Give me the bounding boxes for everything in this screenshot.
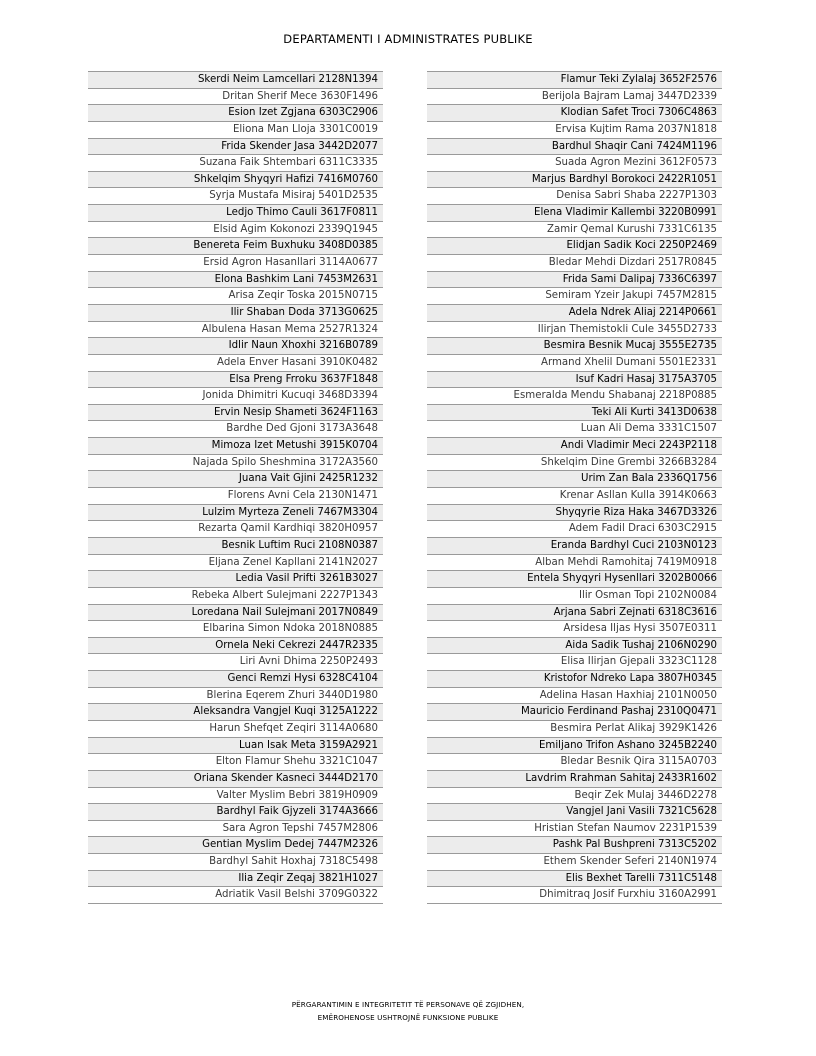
list-item: Oriana Skender Kasneci 3444D2170: [88, 771, 383, 788]
list-item: Arsidesa Iljas Hysi 3507E0311: [427, 621, 722, 638]
list-item: Armand Xhelil Dumani 5501E2331: [427, 355, 722, 372]
list-item: Lavdrim Rrahman Sahitaj 2433R1602: [427, 771, 722, 788]
list-item: Bledar Mehdi Dizdari 2517R0845: [427, 255, 722, 272]
list-item: Harun Shefqet Zeqiri 3114A0680: [88, 721, 383, 738]
list-item: Besnik Luftim Ruci 2108N0387: [88, 538, 383, 555]
list-item: Benereta Feim Buxhuku 3408D0385: [88, 238, 383, 255]
list-item: Rebeka Albert Sulejmani 2227P1343: [88, 588, 383, 605]
list-item: Ervin Nesip Shameti 3624F1163: [88, 405, 383, 422]
list-item: Dritan Sherif Mece 3630F1496: [88, 89, 383, 106]
list-item: Ilir Osman Topi 2102N0084: [427, 588, 722, 605]
list-item: Andi Vladimir Meci 2243P2118: [427, 438, 722, 455]
list-item: Mimoza Izet Metushi 3915K0704: [88, 438, 383, 455]
list-item: Ilir Shaban Doda 3713G0625: [88, 305, 383, 322]
list-item: Frida Sami Dalipaj 7336C6397: [427, 272, 722, 289]
list-item: Urim Zan Bala 2336Q1756: [427, 471, 722, 488]
footer-line-1: PËRGARANTIMIN E INTEGRITETIT TË PERSONAVE QË ZGJIDHEN,: [291, 1000, 525, 1009]
list-item: Genci Remzi Hysi 6328C4104: [88, 671, 383, 688]
list-item: Elsid Agim Kokonozi 2339Q1945: [88, 222, 383, 239]
page-title: DEPARTAMENTI I ADMINISTRATES PUBLIKE: [283, 32, 533, 46]
list-item: Jonida Dhimitri Kucuqi 3468D3394: [88, 388, 383, 405]
list-item: Ilirjan Themistokli Cule 3455D2733: [427, 322, 722, 339]
list-item: Elis Bexhet Tarelli 7311C5148: [427, 871, 722, 888]
list-item: Dhimitraq Josif Furxhiu 3160A2991: [427, 887, 722, 904]
left-name-list: [88, 71, 383, 904]
list-item: Shyqyrie Riza Haka 3467D3326: [427, 505, 722, 522]
list-item: Elbarina Simon Ndoka 2018N0885: [88, 621, 383, 638]
list-item: Frida Skender Jasa 3442D2077: [88, 139, 383, 156]
list-item: Suada Agron Mezini 3612F0573: [427, 155, 722, 172]
list-item: Shkelqim Dine Grembi 3266B3284: [427, 455, 722, 472]
list-item: Hristian Stefan Naumov 2231P1539: [427, 821, 722, 838]
list-item: Kristofor Ndreko Lapa 3807H0345: [427, 671, 722, 688]
list-item: Skerdi Neim Lamcellari 2128N1394: [88, 72, 383, 89]
list-item: Ersid Agron Hasanllari 3114A0677: [88, 255, 383, 272]
list-item: Suzana Faik Shtembari 6311C3335: [88, 155, 383, 172]
list-item: Besmira Besnik Mucaj 3555E2735: [427, 338, 722, 355]
list-item: Ornela Neki Cekrezi 2447R2335: [88, 638, 383, 655]
list-item: Alban Mehdi Ramohitaj 7419M0918: [427, 555, 722, 572]
list-item: Luan Isak Meta 3159A2921: [88, 738, 383, 755]
list-item: Adelina Hasan Haxhiaj 2101N0050: [427, 688, 722, 705]
list-item: Ilia Zeqir Zeqaj 3821H1027: [88, 871, 383, 888]
list-item: Emiljano Trifon Ashano 3245B2240: [427, 738, 722, 755]
list-item: Eljana Zenel Kapllani 2141N2027: [88, 555, 383, 572]
footer-line-2: EMËROHENOSE USHTROJNË FUNKSIONE PUBLIKE: [317, 1012, 499, 1022]
list-item: Elton Flamur Shehu 3321C1047: [88, 754, 383, 771]
right-name-list: [427, 71, 722, 904]
list-item: Beqir Zek Mulaj 3446D2278: [427, 788, 722, 805]
list-item: Aida Sadik Tushaj 2106N0290: [427, 638, 722, 655]
list-item: Luan Ali Dema 3331C1507: [427, 421, 722, 438]
list-item: Albulena Hasan Mema 2527R1324: [88, 322, 383, 339]
list-item: Adela Ndrek Aliaj 2214P0661: [427, 305, 722, 322]
list-item: Esmeralda Mendu Shabanaj 2218P0885: [427, 388, 722, 405]
list-item: Klodian Safet Troci 7306C4863: [427, 105, 722, 122]
list-item: Isuf Kadri Hasaj 3175A3705: [427, 372, 722, 389]
list-item: Loredana Nail Sulejmani 2017N0849: [88, 605, 383, 622]
list-item: Zamir Qemal Kurushi 7331C6135: [427, 222, 722, 239]
list-item: Shkelqim Shyqyri Hafizi 7416M0760: [88, 172, 383, 189]
list-item: Bledar Besnik Qira 3115A0703: [427, 754, 722, 771]
list-item: Najada Spilo Sheshmina 3172A3560: [88, 455, 383, 472]
list-item: Syrja Mustafa Misiraj 5401D2535: [88, 188, 383, 205]
list-item: Lulzim Myrteza Zeneli 7467M3304: [88, 505, 383, 522]
list-item: Flamur Teki Zylalaj 3652F2576: [427, 72, 722, 89]
list-item: Elsa Preng Frroku 3637F1848: [88, 372, 383, 389]
list-item: Bardhe Ded Gjoni 3173A3648: [88, 421, 383, 438]
list-item: Liri Avni Dhima 2250P2493: [88, 654, 383, 671]
list-item: Mauricio Ferdinand Pashaj 2310Q0471: [427, 704, 722, 721]
list-item: Ledia Vasil Prifti 3261B3027: [88, 571, 383, 588]
list-item: Elona Bashkim Lani 7453M2631: [88, 272, 383, 289]
list-item: Adriatik Vasil Belshi 3709G0322: [88, 887, 383, 904]
list-item: Blerina Eqerem Zhuri 3440D1980: [88, 688, 383, 705]
list-item: Arjana Sabri Zejnati 6318C3616: [427, 605, 722, 622]
list-item: Arisa Zeqir Toska 2015N0715: [88, 288, 383, 305]
list-item: Entela Shyqyri Hysenllari 3202B0066: [427, 571, 722, 588]
list-item: Ethem Skender Seferi 2140N1974: [427, 854, 722, 871]
list-item: Berijola Bajram Lamaj 3447D2339: [427, 89, 722, 106]
list-item: Elisa Ilirjan Gjepali 3323C1128: [427, 654, 722, 671]
list-item: Adem Fadil Draci 6303C2915: [427, 521, 722, 538]
list-item: Ledjo Thimo Cauli 3617F0811: [88, 205, 383, 222]
list-item: Ervisa Kujtim Rama 2037N1818: [427, 122, 722, 139]
list-item: Florens Avni Cela 2130N1471: [88, 488, 383, 505]
list-item: Gentian Myslim Dedej 7447M2326: [88, 837, 383, 854]
list-item: Aleksandra Vangjel Kuqi 3125A1222: [88, 704, 383, 721]
list-item: Bardhul Shaqir Cani 7424M1196: [427, 139, 722, 156]
list-item: Sara Agron Tepshi 7457M2806: [88, 821, 383, 838]
list-item: Juana Vait Gjini 2425R1232: [88, 471, 383, 488]
list-item: Idlir Naun Xhoxhi 3216B0789: [88, 338, 383, 355]
list-item: Adela Enver Hasani 3910K0482: [88, 355, 383, 372]
list-item: Besmira Perlat Alikaj 3929K1426: [427, 721, 722, 738]
list-item: Krenar Asllan Kulla 3914K0663: [427, 488, 722, 505]
list-item: Elena Vladimir Kallembi 3220B0991: [427, 205, 722, 222]
list-item: Bardhyl Sahit Hoxhaj 7318C5498: [88, 854, 383, 871]
list-item: Semiram Yzeir Jakupi 7457M2815: [427, 288, 722, 305]
list-item: Marjus Bardhyl Borokoci 2422R1051: [427, 172, 722, 189]
list-item: Teki Ali Kurti 3413D0638: [427, 405, 722, 422]
list-item: Denisa Sabri Shaba 2227P1303: [427, 188, 722, 205]
list-item: Bardhyl Faik Gjyzeli 3174A3666: [88, 804, 383, 821]
list-item: Eranda Bardhyl Cuci 2103N0123: [427, 538, 722, 555]
list-item: Rezarta Qamil Kardhiqi 3820H0957: [88, 521, 383, 538]
list-item: Vangjel Jani Vasili 7321C5628: [427, 804, 722, 821]
list-item: Eliona Man Lloja 3301C0019: [88, 122, 383, 139]
list-item: Elidjan Sadik Koci 2250P2469: [427, 238, 722, 255]
list-item: Pashk Pal Bushpreni 7313C5202: [427, 837, 722, 854]
list-item: Valter Myslim Bebri 3819H0909: [88, 788, 383, 805]
list-item: Esion Izet Zgjana 6303C2906: [88, 105, 383, 122]
page-footer: [0, 999, 816, 1024]
